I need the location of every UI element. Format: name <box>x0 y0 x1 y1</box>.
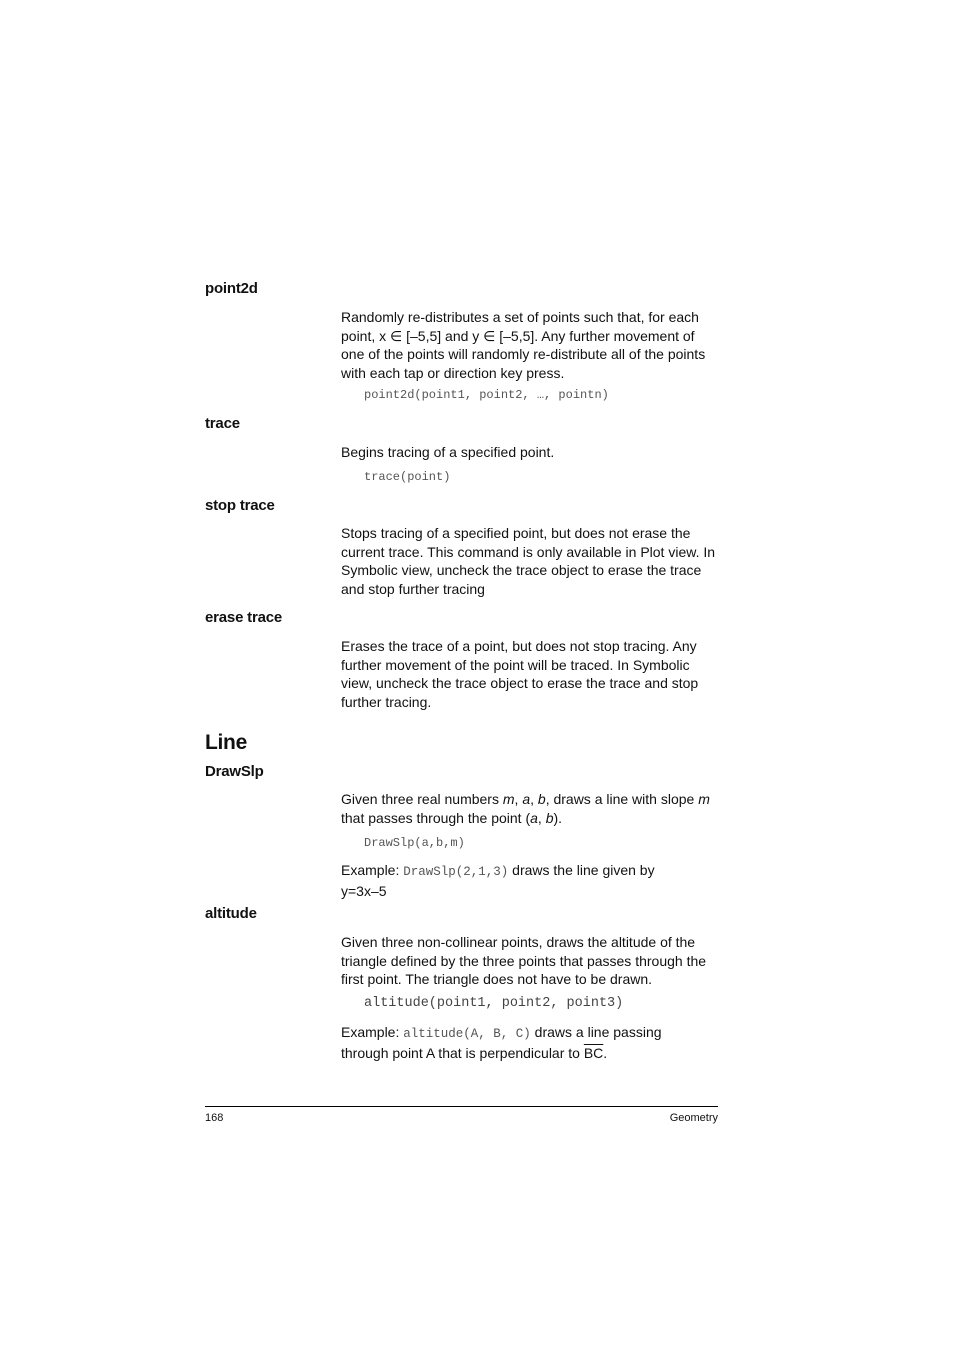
altitude-syntax: altitude(point1, point2, point3) <box>364 996 624 1011</box>
page-number: 168 <box>205 1112 224 1124</box>
segment-bc: $\overline{BC}$ <box>583 1044 604 1061</box>
drawslp-description: Given three real numbers m, a, b, draws a line with slope m that passes through the point (a, b). <box>341 791 710 826</box>
heading-altitude: altitude <box>205 905 257 922</box>
trace-syntax: trace(point) <box>364 470 451 484</box>
heading-drawslp: DrawSlp <box>205 763 264 780</box>
trace-description: Begins tracing of a specified point. <box>341 444 555 460</box>
heading-trace: trace <box>205 415 240 432</box>
footer-rule <box>205 1106 718 1107</box>
altitude-description: Given three non-collinear points, draws the altitude of the triangle defined by the three points that passes through the first point. The triangle does not have to be drawn. <box>341 934 707 987</box>
chapter-name: Geometry <box>669 1112 718 1124</box>
section-title-line: Line <box>205 731 247 754</box>
point2d-description: Randomly re-distributes a set of points such that, for each point, x ∈ [–5,5] and y ∈ [–5,5]. Any further movement of one of the points will randomly re-distribute all of the points with each tap or direction key press. <box>341 309 706 381</box>
drawslp-syntax: DrawSlp(a,b,m) <box>364 836 465 850</box>
heading-stop-trace: stop trace <box>205 497 275 514</box>
heading-erase-trace: erase trace <box>205 609 283 626</box>
altitude-example: Example: altitude(A, B, C) draws a line passing through point A that is perpendicular to $\overline{BC}$. <box>341 1024 662 1061</box>
drawslp-example: Example: DrawSlp(2,1,3) draws the line given by y=3x–5 <box>341 862 655 899</box>
point2d-syntax: point2d(point1, point2, …, pointn) <box>364 388 609 402</box>
heading-point2d: point2d <box>205 280 258 297</box>
erase-trace-description: Erases the trace of a point, but does not stop tracing. Any further movement of the point will be traced. In Symbolic view, uncheck the trace object to erase the trace and stop further tracing. <box>341 638 699 710</box>
stop-trace-description: Stops tracing of a specified point, but does not erase the current trace. This command is only available in Plot view. In Symbolic view, uncheck the trace object to erase the trace and stop further tracing <box>341 525 716 597</box>
